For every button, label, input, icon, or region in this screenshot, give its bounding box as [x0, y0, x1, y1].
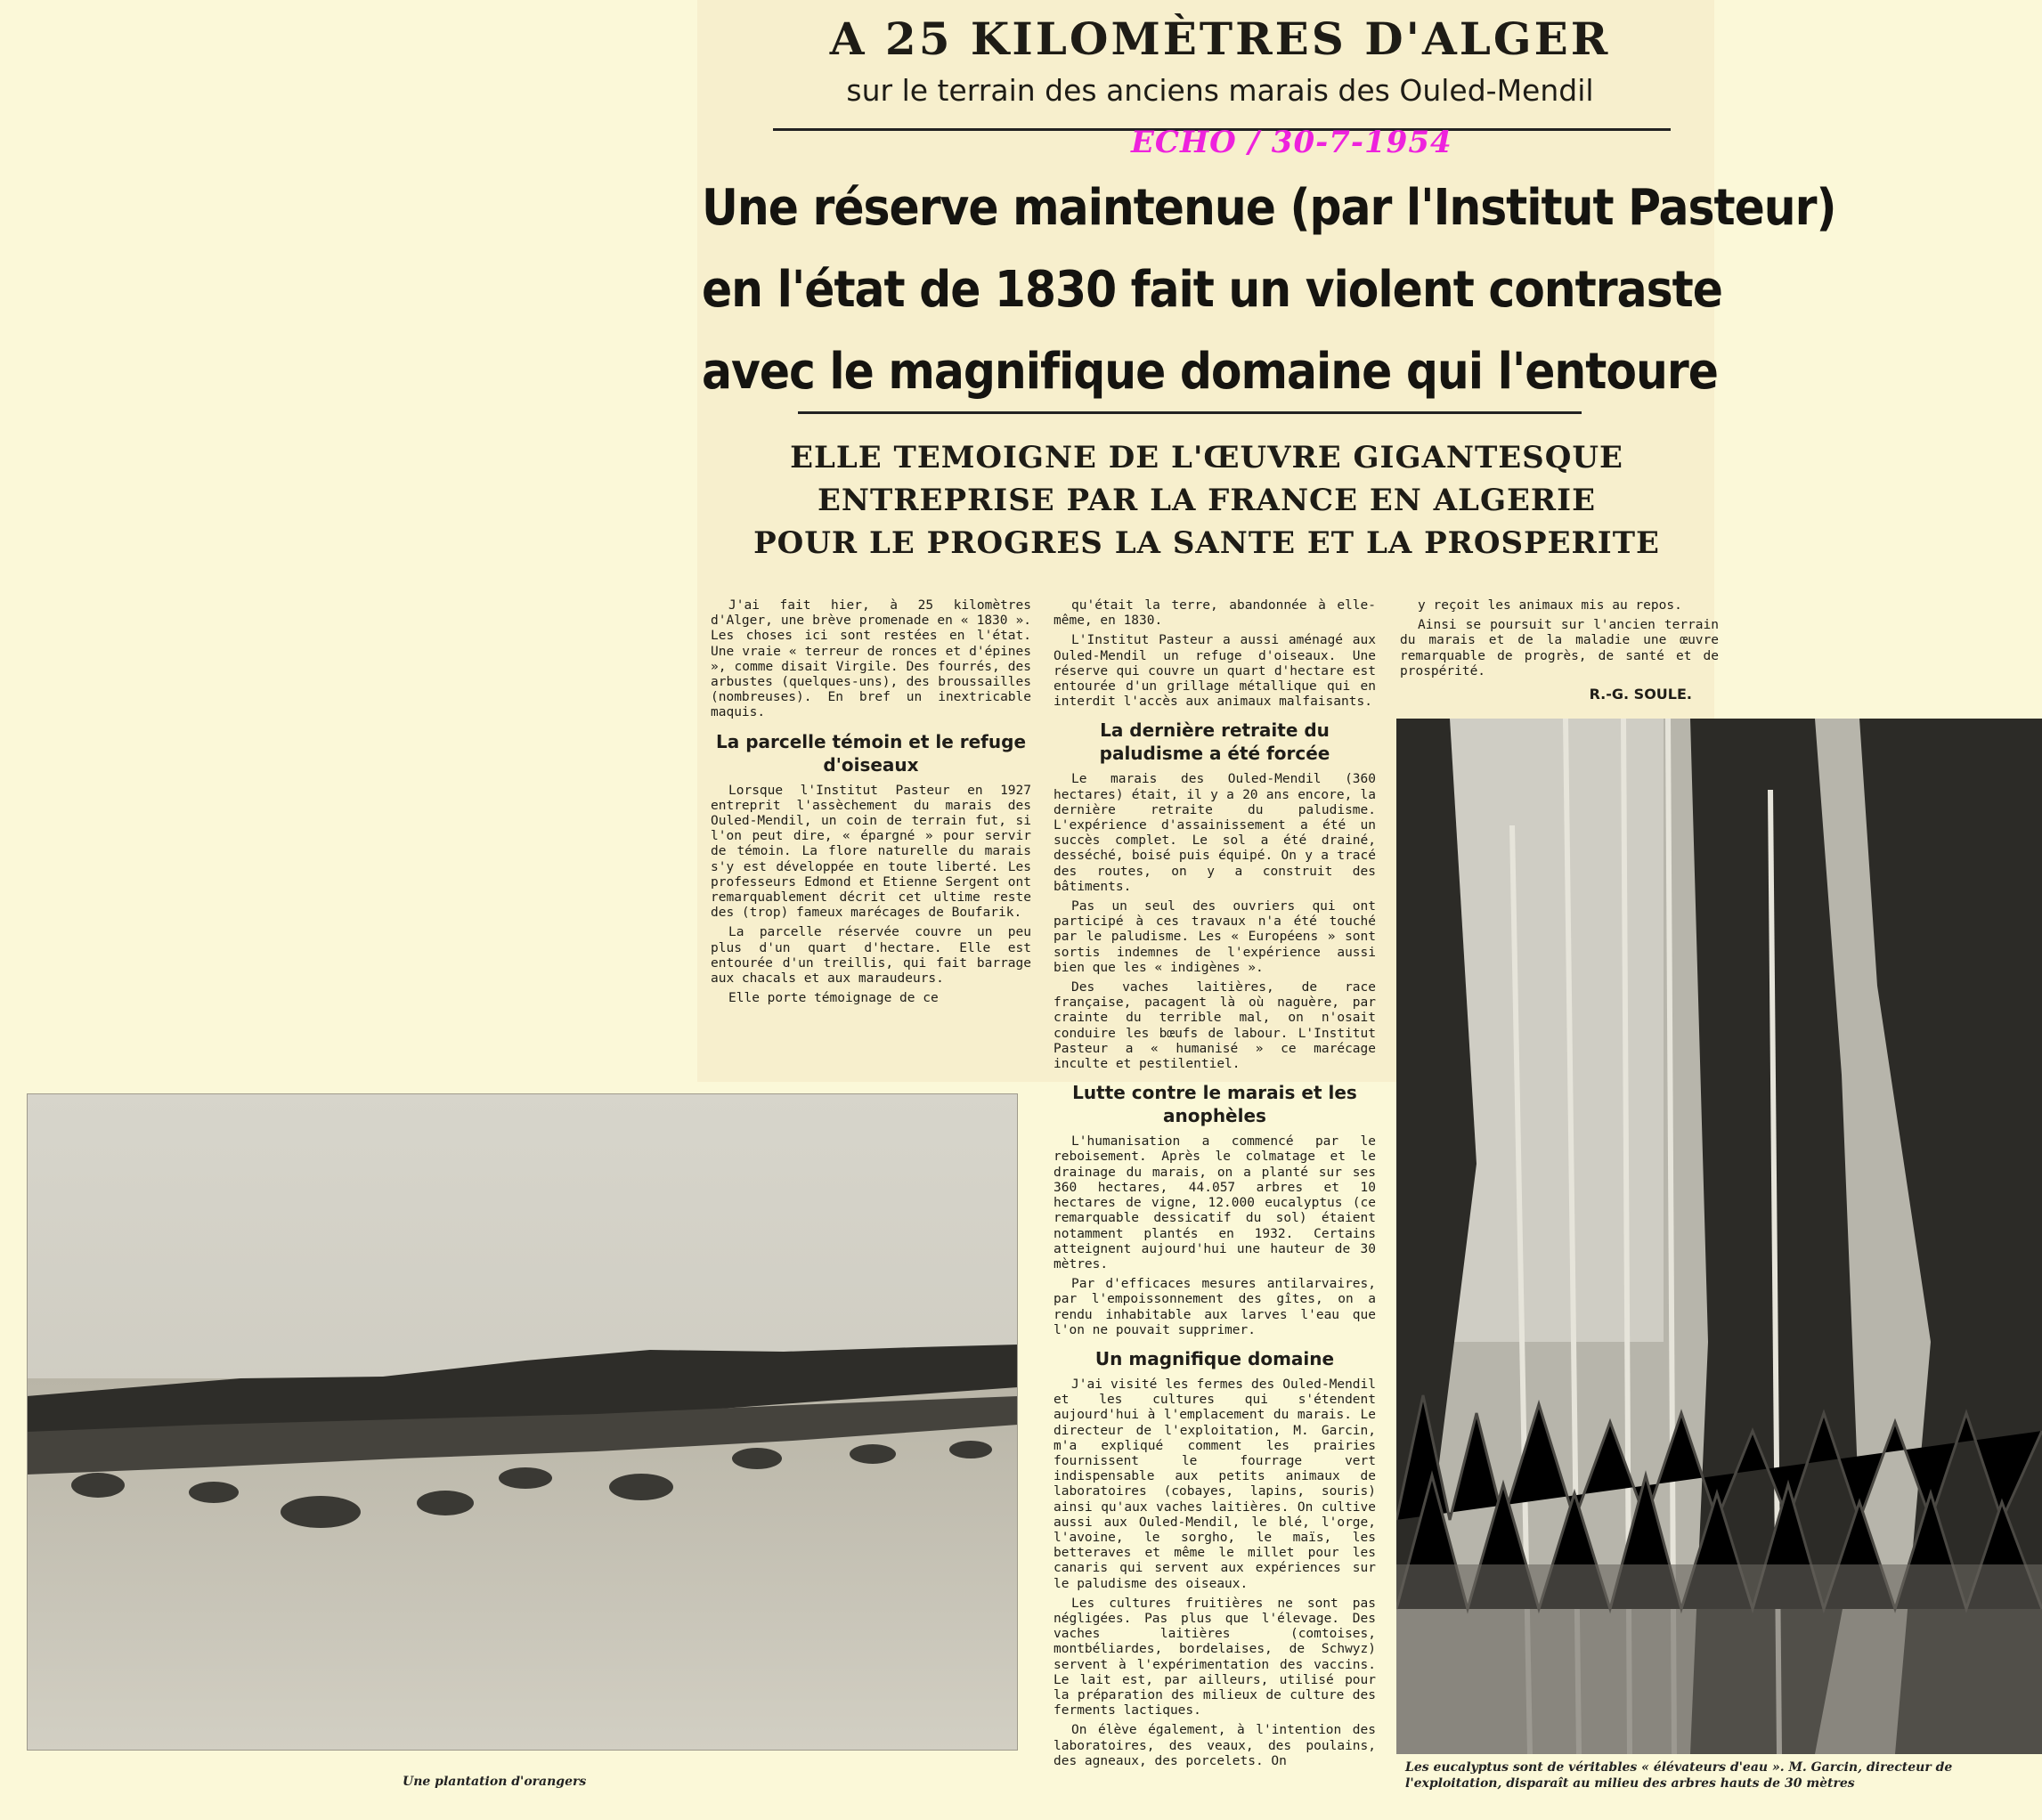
- article-column-2: [1054, 598, 1376, 1774]
- orange-plantation-photo: [27, 1093, 1018, 1751]
- headline-rule: [798, 411, 1582, 414]
- paragraph: Ainsi se poursuit sur l'ancien terrain du marais et de la maladie une œuvre remarquable de progrès, de santé et de prospérité.: [1400, 618, 1719, 678]
- deck-line-2: ENTREPRISE PAR LA FRANCE EN ALGERIE: [818, 483, 1596, 518]
- headline: [702, 167, 1836, 413]
- paragraph: y reçoit les animaux mis au repos.: [1418, 598, 1682, 613]
- paragraph: Les cultures fruitières ne sont pas négligées. Pas plus que l'élevage. Des vaches laitières (comtoises, montbéliardes, bordelaises, de Schwyz) servent à l'expérimentation des vaccins. Le lait est, par ailleurs, utilisé pour la préparation des milieux de culture des ferments lactiques.: [1054, 1596, 1376, 1718]
- headline-line-3: avec le magnifique domaine qui l'entoure: [702, 343, 1718, 401]
- eucalyptus-image: [1396, 719, 2042, 1754]
- kicker-heading: A 25 KILOMÈTRES D'ALGER: [829, 12, 1611, 65]
- subheading-paludisme: La dernière retraite du paludisme a été forcée: [1099, 719, 1330, 765]
- deck-line-1: ELLE TEMOIGNE DE L'ŒUVRE GIGANTESQUE: [790, 440, 1623, 475]
- headline-line-2: en l'état de 1830 fait un violent contraste: [702, 261, 1722, 319]
- paragraph: La parcelle réservée couvre un peu plus d'un quart d'hectare. Elle est entourée d'un treillis, qui fait barrage aux chacals et aux maraudeurs.: [711, 925, 1031, 987]
- paragraph: L'Institut Pasteur a aussi aménagé aux Ouled-Mendil un refuge d'oiseaux. Une réserve qui couvre un quart d'hectare est entourée d'un grillage métallique qui en interdit l'accès aux animaux malfaisants.: [1054, 633, 1376, 710]
- article-column-1: [711, 598, 1031, 1011]
- subheading-parcelle-temoin: La parcelle témoin et le refuge d'oiseaux: [715, 730, 1027, 776]
- subheading-domaine: Un magnifique domaine: [1094, 1347, 1335, 1369]
- paragraph: Elle porte témoignage de ce: [728, 991, 939, 1006]
- eucalyptus-photo: [1396, 719, 2042, 1754]
- deck-line-3: POUR LE PROGRES LA SANTE ET LA PROSPERITE: [753, 525, 1660, 561]
- paragraph: Lorsque l'Institut Pasteur en 1927 entreprit l'assèchement du marais des Ouled-Mendil, un coin de terrain fut, si l'on peut dire, « épargné » pour servir de témoin. La flore naturelle du marais s'y est développée en toute liberté. Les professeurs Edmond et Etienne Sergent ont remarquablement décrit cet ultime reste des (trop) fameux marécages de Boufarik.: [711, 783, 1031, 921]
- deck-heading: [702, 436, 1712, 565]
- paragraph: qu'était la terre, abandonnée à elle-même, en 1830.: [1054, 598, 1376, 629]
- paragraph: J'ai fait hier, à 25 kilomètres d'Alger, une brève promenade en « 1830 ». Les choses ici sont restées en l'état. Une vraie « terreur de ronces et d'épines », comme disait Virgile. Des fourrés, des arbustes (quelques-uns), des broussailles (nombreuses). En bref un inextricable maquis.: [711, 598, 1031, 720]
- paragraph: J'ai visité les fermes des Ouled-Mendil et les cultures qui s'étendent aujourd'hui à l'emplacement du marais. Le directeur de l'exploitation, M. Garcin, m'a expliqué comment les prairies fournissent le fourrage vert indispensable aux petits animaux de laboratoires (cobayes, lapins, souris) ainsi qu'aux vaches laitières. On cultive aussi aux Ouled-Mendil, le blé, l'orge, l'avoine, le sorgho, le maïs, les betteraves et même le millet pour les canaris qui servent aux expériences sur le paludisme des oiseaux.: [1054, 1377, 1376, 1591]
- orange-plantation-image: [27, 1093, 1018, 1751]
- subheading-anopheles: Lutte contre le marais et les anophèles: [1072, 1082, 1357, 1127]
- article-column-3: [1400, 598, 1719, 702]
- author-signature: R.-G. SOULE.: [1589, 686, 1692, 703]
- paragraph: On élève également, à l'intention des laboratoires, des veaux, des poulains, des agneaux, des porcelets. On: [1054, 1723, 1376, 1768]
- subkicker-heading: sur le terrain des anciens marais des Ouled-Mendil: [846, 73, 1594, 108]
- paragraph: Des vaches laitières, de race française, pacagent là où naguère, par crainte du terrible mal, on n'osait conduire les bœufs de labour. L'Institut Pasteur a « humanisé » ce marécage inculte et pestilentiel.: [1054, 980, 1376, 1072]
- right-photo-caption: Les eucalyptus sont de véritables « élévateurs d'eau ». M. Garcin, directeur de l'exploitation, disparaît au milieu des arbres hauts de 30 mètres: [1405, 1760, 1953, 1791]
- paragraph: Le marais des Ouled-Mendil (360 hectares) était, il y a 20 ans encore, la dernière retraite du paludisme. L'expérience d'assainissement a été un succès complet. Le sol a été drainé, desséché, boisé puis équipé. On y a tracé des routes, on y a construit des bâtiments.: [1054, 772, 1376, 894]
- left-photo-caption: Une plantation d'orangers: [403, 1775, 587, 1789]
- paragraph: Pas un seul des ouvriers qui ont participé à ces travaux n'a été touché par le paludisme. Les « Européens » sont sortis indemnes de l'expérience aussi bien que les « indigènes ».: [1054, 899, 1376, 975]
- archive-stamp: ECHO / 30-7-1954: [1131, 125, 1452, 160]
- paragraph: L'humanisation a commencé par le reboisement. Après le colmatage et le drainage du marais, on a planté sur ses 360 hectares, 44.057 arbres et 10 hectares de vigne, 12.000 eucalyptus (ce remarquable dessicatif du sol) étaient notamment plantés en 1932. Certains atteignent aujourd'hui une hauteur de 30 mètres.: [1054, 1134, 1376, 1272]
- paragraph: Par d'efficaces mesures antilarvaires, par l'empoissonnement des gîtes, on a rendu inhabitable aux larves l'eau que l'on ne pouvait supprimer.: [1054, 1277, 1376, 1337]
- headline-line-1: Une réserve maintenue (par l'Institut Pasteur): [702, 179, 1836, 237]
